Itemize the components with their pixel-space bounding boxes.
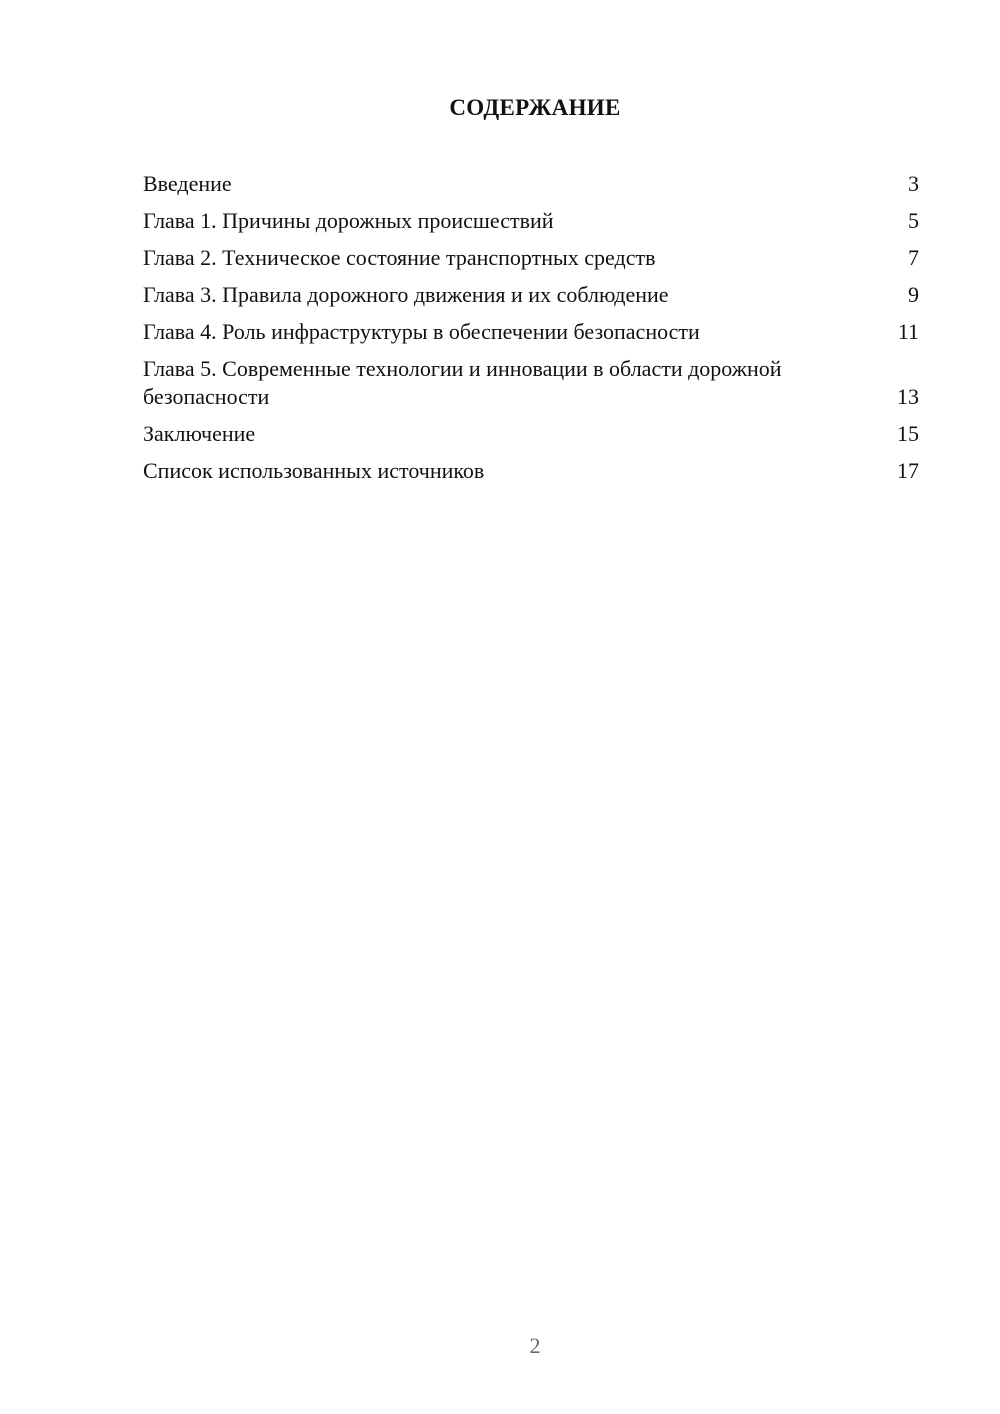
toc-entry-page: 9 [908, 282, 919, 307]
toc-entry-page: 3 [908, 171, 919, 196]
toc-entry-conclusion [143, 420, 919, 448]
toc-entry-label: Заключение [143, 421, 256, 446]
page-title: СОДЕРЖАНИЕ [449, 95, 621, 120]
toc-entry-label: Глава 4. Роль инфраструктуры в обеспечении безопасности [143, 319, 700, 344]
toc-entry-chapter-2 [143, 244, 919, 272]
toc-entry-label: Глава 5. Современные технологии и инновации в области дорожной безопасности [143, 356, 782, 409]
toc-entry-chapter-4 [143, 318, 919, 346]
toc-entry-label: Список использованных источников [143, 458, 485, 483]
toc-entry-page: 11 [897, 319, 919, 344]
page-number: 2 [529, 1333, 541, 1358]
toc-entry-label: Глава 2. Техническое состояние транспортных средств [143, 245, 656, 270]
toc-entry-label: Глава 1. Причины дорожных происшествий [143, 208, 554, 233]
toc-entry-page: 5 [908, 208, 919, 233]
toc-entry-references [143, 457, 919, 485]
toc-entry-page: 17 [897, 458, 919, 483]
toc-entry-chapter-5 [143, 355, 919, 411]
table-of-contents [143, 170, 919, 494]
toc-entry-label: Глава 3. Правила дорожного движения и их соблюдение [143, 282, 669, 307]
toc-entry-page: 15 [897, 421, 919, 446]
toc-entry-page: 13 [897, 384, 919, 409]
toc-entry-introduction [143, 170, 919, 198]
toc-entry-page: 7 [908, 245, 919, 270]
toc-entry-chapter-3 [143, 281, 919, 309]
toc-entry-label: Введение [143, 171, 232, 196]
toc-entry-chapter-1 [143, 207, 919, 235]
